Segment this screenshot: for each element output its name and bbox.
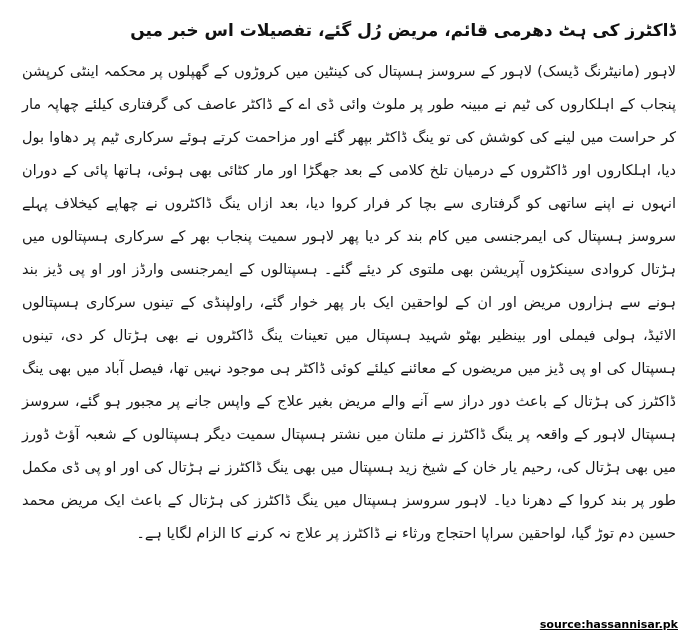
news-article	[22, 18, 676, 551]
article-headline: ڈاکٹرز کی ہٹ دھرمی قائم، مریض رُل گئے، تفصیلات اس خبر میں	[130, 21, 676, 41]
article-body: لاہور (مانیٹرنگ ڈیسک) لاہور کے سروسز ہسپتال کی کینٹین میں کروڑوں کے گھپلوں پر محکمہ اینٹی کرپشن پنجاب کے اہلکاروں کی ٹیم نے مبینہ طور پر ملوث وائی ڈی اے کے ڈاکٹر عاصف کی گرفتاری کیلئے چھاپہ مار کر حراست میں لینے کی کوشش کی تو ینگ ڈاکٹر بپھر گئے اور مزاحمت کرتے ہوئے سرکاری ٹیم پر دھاوا بول دیا، اہلکاروں اور ڈاکٹروں کے درمیان تلخ کلامی کے بعد جھگڑا اور مار کٹائی بھی ہوئی، ہاتھا پائی کے دوران انہوں نے اپنے ساتھی کو گرفتاری سے بچا کر فرار کروا دیا، بعد ازاں ینگ ڈاکٹروں نے چھاپے کیخلاف پہلے سروسز ہسپتال کی ایمرجنسی میں کام بند کر دیا پھر لاہور سمیت پنجاب بھر کے سرکاری ہسپتالوں میں ہڑتال کروادی سینکڑوں آپریشن بھی ملتوی کر دیئے گئے۔ ہسپتالوں کے ایمرجنسی وارڈز اور او پی ڈیز بند ہونے سے ہزاروں مریض اور ان کے لواحقین ایک بار پھر خوار گئے، راولپنڈی کے تینوں سرکاری ہسپتالوں الائیڈ، ہولی فیملی اور بینظیر بھٹو شہید ہسپتال میں تعینات ینگ ڈاکٹروں نے بھی ہڑتال کر دی، تینوں ہسپتال کی او پی ڈیز میں مریضوں کے معائنے کیلئے کوئی ڈاکٹر ہی موجود نہیں تھا، فیصل آباد میں بھی ینگ ڈاکٹرز کی ہڑتال کے باعث دور دراز سے آنے والے مریض بغیر علاج کے واپس جانے پر مجبور ہو گئے، سروسز ہسپتال لاہور کے واقعہ پر ینگ ڈاکٹرز نے ملتان میں نشتر ہسپتال سمیت دیگر ہسپتالوں کے شعبہ آؤٹ ڈورز میں بھی ہڑتال کی، رحیم یار خان کے شیخ زید ہسپتال میں بھی ینگ ڈاکٹرز نے ہڑتال کی اور او پی ڈی مکمل طور پر بند کروا کے دھرنا دیا۔ لاہور سروسز ہسپتال میں ینگ ڈاکٹرز کی ہڑتال کے باعث ایک مریض محمد حسین دم توڑ گیا، لواحقین سراپا احتجاج ورثاء نے ڈاکٹرز پر علاج نہ کرنے کا الزام لگایا ہے۔	[22, 64, 676, 542]
source-credit: source:hassannisar.pk	[539, 618, 678, 631]
